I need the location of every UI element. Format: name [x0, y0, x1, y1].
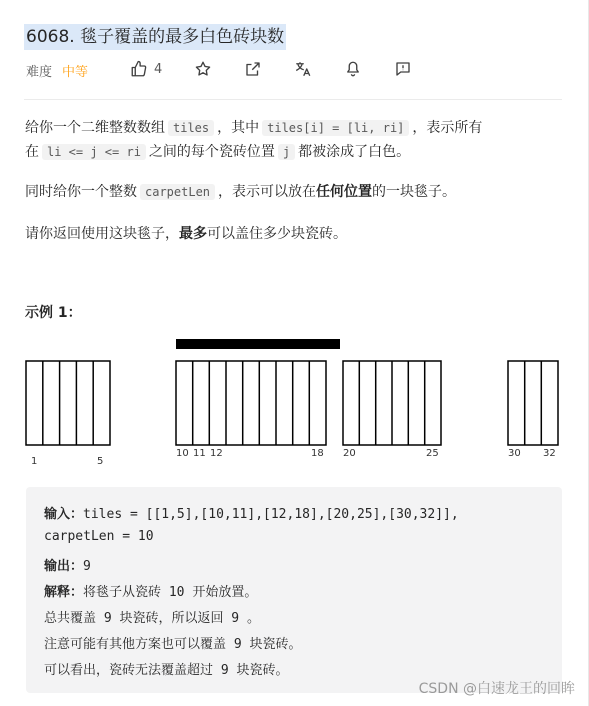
tick-label: 18	[311, 448, 324, 459]
problem-meta-bar	[26, 60, 426, 80]
text: ，表示所有	[412, 120, 483, 136]
carpet-bar	[176, 339, 340, 349]
feedback-button[interactable]	[394, 60, 412, 78]
text: 都被涂成了白色。	[298, 144, 411, 160]
favorite-button[interactable]	[194, 60, 212, 78]
tick-label: 11	[193, 448, 206, 459]
text: 可以盖住多少块瓷砖。	[207, 226, 347, 242]
inline-code: carpetLen	[140, 184, 215, 200]
translate-icon	[294, 60, 312, 78]
text: ，表示可以放在	[218, 184, 317, 200]
tile-group-30-32	[508, 361, 558, 445]
output-label: 输出：	[44, 559, 84, 574]
star-icon	[194, 60, 212, 78]
description-paragraph-1	[25, 116, 482, 140]
input-value: tiles = [[1,5],[10,11],[12,18],[20,25],[30,32]],	[83, 507, 459, 522]
feedback-icon	[394, 60, 412, 78]
subscribe-button[interactable]	[344, 60, 362, 78]
inline-code: li <= j <= ri	[42, 144, 146, 160]
description-paragraph-2	[25, 180, 456, 204]
share-icon	[244, 60, 262, 78]
tick-label: 30	[508, 448, 521, 459]
explain-label: 解释：	[44, 585, 84, 600]
text: ，其中	[217, 120, 260, 136]
input-value-2: carpetLen = 10	[44, 529, 154, 544]
header-divider	[24, 99, 562, 100]
bold-text: 最多	[179, 226, 207, 242]
thumb-up-icon	[130, 60, 148, 78]
text: 在	[25, 144, 39, 160]
inline-code: j	[278, 144, 295, 160]
explain-line-3: 注意可能有其他方案也可以覆盖 9 块瓷砖。	[44, 637, 302, 652]
tile-group-20-25	[343, 361, 441, 445]
description-paragraph-1-cont	[25, 140, 410, 164]
tile-group-1-5	[26, 361, 110, 445]
difficulty-value: 中等	[62, 64, 89, 80]
example-title: 示例 1：	[25, 305, 82, 321]
like-button[interactable]	[130, 60, 162, 78]
text: 给你一个二维整数数组	[25, 120, 165, 136]
output-value: 9	[83, 559, 91, 574]
output-line	[44, 555, 91, 574]
translate-button[interactable]	[294, 60, 312, 78]
tick-label: 5	[97, 456, 104, 467]
text: 之间的每个瓷砖位置	[148, 144, 275, 160]
explain-text: 将毯子从瓷砖 10 开始放置。	[83, 585, 258, 600]
bold-text: 任何位置	[316, 184, 373, 200]
like-count: 4	[154, 61, 163, 77]
bell-icon	[344, 60, 362, 78]
difficulty-label: 难度	[26, 64, 53, 80]
text: 同时给你一个整数	[25, 184, 137, 200]
description-paragraph-3	[25, 222, 347, 246]
input-line	[44, 503, 459, 522]
explain-line-4: 可以看出，瓷砖无法覆盖超过 9 块瓷砖。	[44, 663, 289, 678]
tick-label: 12	[210, 448, 223, 459]
input-line-2	[44, 529, 154, 544]
problem-title: 6068. 毯子覆盖的最多白色砖块数	[24, 24, 286, 50]
tick-label: 25	[426, 448, 439, 459]
explain-line-2: 总共覆盖 9 块瓷砖，所以返回 9 。	[44, 611, 260, 626]
tiles-figure	[24, 336, 564, 472]
inline-code: tiles[i] = [li, ri]	[262, 120, 409, 136]
text: 请你返回使用这块毯子，	[25, 226, 179, 242]
tick-label: 20	[343, 448, 356, 459]
tiles-diagram	[24, 336, 564, 468]
explain-line	[44, 581, 257, 600]
tile-group-10-18	[176, 361, 326, 445]
input-label: 输入：	[44, 507, 84, 522]
example-code-block	[26, 487, 562, 693]
inline-code: tiles	[168, 120, 214, 136]
watermark: CSDN @白速龙王的回眸	[418, 681, 575, 697]
share-button[interactable]	[244, 60, 262, 78]
tick-label: 10	[176, 448, 189, 459]
tick-label: 32	[543, 448, 556, 459]
text: 的一块毯子。	[372, 184, 457, 200]
tick-label: 1	[31, 456, 38, 467]
